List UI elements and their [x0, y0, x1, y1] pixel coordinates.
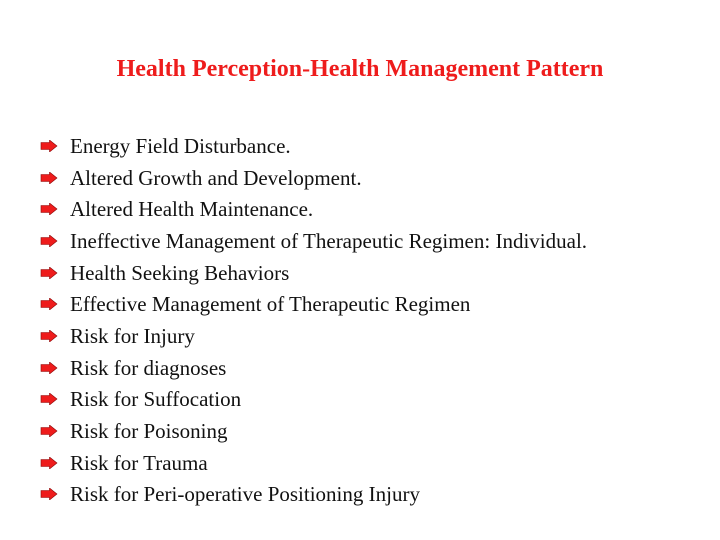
list-item-label: Risk for Injury	[70, 323, 195, 348]
list-item-label: Risk for diagnoses	[70, 355, 227, 380]
list-item-label: Altered Health Maintenance.	[70, 197, 314, 222]
red-arrow-icon	[40, 267, 58, 279]
red-arrow-icon	[40, 457, 58, 469]
red-arrow-icon	[40, 235, 58, 247]
list-item-label: Effective Management of Therapeutic Regimen	[70, 292, 471, 317]
list-item-label: Energy Field Disturbance.	[70, 133, 291, 158]
list-item-label: Risk for Suffocation	[70, 387, 242, 412]
list-item	[40, 352, 587, 384]
list-item	[40, 225, 587, 257]
slide-title: Health Perception-Health Management Pattern	[116, 56, 604, 82]
bullet-list	[40, 130, 587, 510]
red-arrow-icon	[40, 298, 58, 310]
list-item	[40, 257, 587, 289]
list-item	[40, 193, 587, 225]
list-item-label: Risk for Peri-operative Positioning Injury	[70, 482, 420, 507]
list-item-label: Risk for Trauma	[70, 450, 208, 475]
list-item	[40, 447, 587, 479]
list-item	[40, 162, 587, 194]
list-item	[40, 479, 587, 511]
list-item	[40, 288, 587, 320]
red-arrow-icon	[40, 330, 58, 342]
list-item-label: Health Seeking Behaviors	[70, 260, 290, 285]
list-item-label: Altered Growth and Development.	[70, 165, 362, 190]
list-item-label: Risk for Poisoning	[70, 419, 228, 444]
red-arrow-icon	[40, 488, 58, 500]
list-item-label: Ineffective Management of Therapeutic Regimen: Individual.	[70, 228, 588, 253]
red-arrow-icon	[40, 203, 58, 215]
list-item	[40, 384, 587, 416]
list-item	[40, 320, 587, 352]
red-arrow-icon	[40, 393, 58, 405]
list-item	[40, 415, 587, 447]
red-arrow-icon	[40, 362, 58, 374]
red-arrow-icon	[40, 140, 58, 152]
red-arrow-icon	[40, 425, 58, 437]
list-item	[40, 130, 587, 162]
red-arrow-icon	[40, 172, 58, 184]
